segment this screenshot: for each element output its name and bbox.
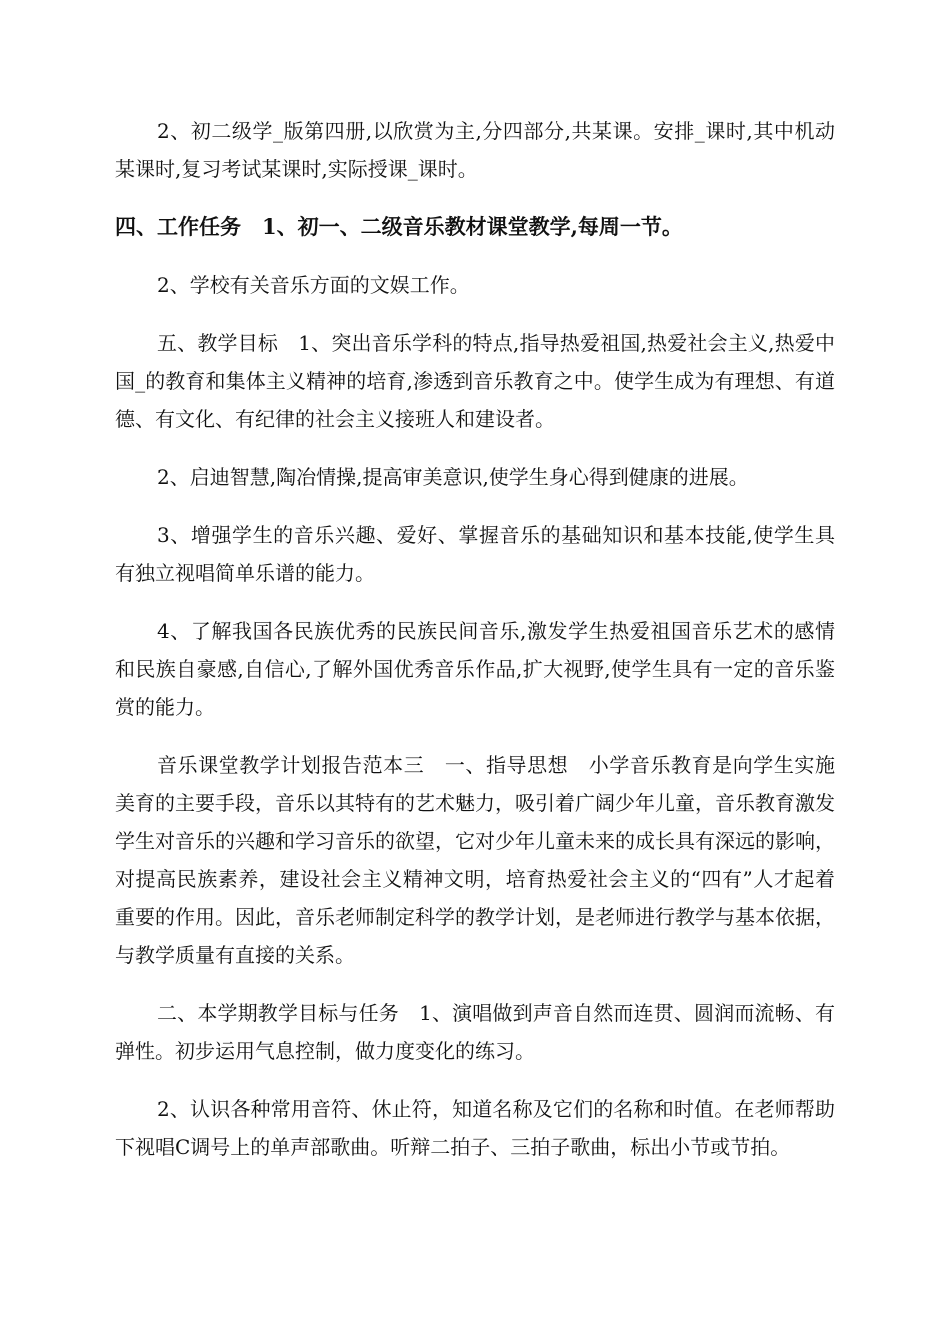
- paragraph-school-activities: 2、学校有关音乐方面的文娱工作。: [157, 273, 470, 297]
- document-page: [115, 112, 835, 1186]
- paragraph-teaching-goals: 五、教学目标 1、突出音乐学科的特点,指导热爱祖国,热爱社会主义,热爱中国_的教育和集体主义精神的培育,渗透到音乐教育之中。使学生成为有理想、有道德、有文化、有纪律的社会主义接班人和建设者。: [115, 331, 835, 431]
- paragraph-semester-goals: 二、本学期教学目标与任务 1、演唱做到声音自然而连贯、圆润而流畅、有弹性。初步运用气息控制，做力度变化的练习。: [115, 1001, 835, 1063]
- paragraph-goal-2: 2、启迪智慧,陶冶情操,提高审美意识,使学生身心得到健康的进展。: [157, 465, 749, 489]
- paragraph-grade2-textbook: 2、初二级学_版第四册,以欣赏为主,分四部分,共某课。安排_课时,其中机动某课时,复习考试某课时,实际授课_课时。: [115, 119, 835, 181]
- heading-work-tasks: 四、工作任务 1、初一、二级音乐教材课堂教学,每周一节。: [115, 214, 683, 239]
- paragraph-goal-3: 3、增强学生的音乐兴趣、爱好、掌握音乐的基础知识和基本技能,使学生具有独立视唱简单乐谱的能力。: [115, 523, 835, 585]
- paragraph-plan-sample-3: 音乐课堂教学计划报告范本三 一、指导思想 小学音乐教育是向学生实施美育的主要手段，音乐以其特有的艺术魅力，吸引着广阔少年儿童，音乐教育激发学生对音乐的兴趣和学习音乐的欲望，它对少年儿童未来的成长具有深远的影响，对提高民族素养，建设社会主义精神文明，培育热爱社会主义的“四有”人才起着重要的作用。因此，音乐老师制定科学的教学计划，是老师进行教学与基本依据，与教学质量有直接的关系。: [115, 753, 835, 967]
- paragraph-goal-4: 4、了解我国各民族优秀的民族民间音乐,激发学生热爱祖国音乐艺术的感情和民族自豪感,自信心,了解外国优秀音乐作品,扩大视野,使学生具有一定的音乐鉴赏的能力。: [115, 619, 835, 719]
- paragraph-notes-and-rests: 2、认识各种常用音符、休止符，知道名称及它们的名称和时值。在老师帮助下视唱C调号上的单声部歌曲。听辩二拍子、三拍子歌曲，标出小节或节拍。: [115, 1097, 835, 1159]
